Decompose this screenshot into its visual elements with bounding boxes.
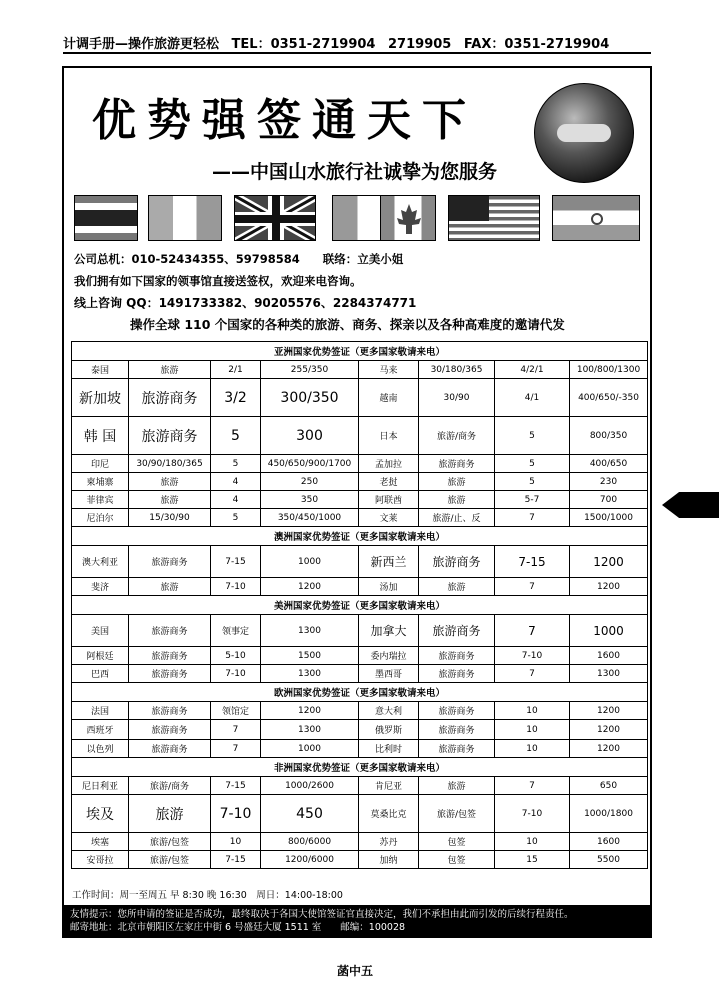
visa-type-2-cell: 旅游	[419, 491, 495, 509]
table-row	[72, 578, 648, 596]
days-2-cell: 10	[495, 720, 570, 740]
page-tab-marker	[662, 492, 719, 518]
section-title: 欧洲国家优势签证（更多国家敬请来电）	[72, 683, 648, 702]
days-2-cell: 4/1	[495, 379, 570, 417]
days-2-cell: 7	[495, 665, 570, 683]
price-cell: 1300	[261, 720, 359, 740]
notice-box	[64, 905, 650, 937]
visa-type-2-cell: 旅游商务	[419, 647, 495, 665]
days-cell: 7-10	[211, 578, 261, 596]
global-service-line: 操作全球 110 个国家的各种类的旅游、商务、探亲以及各种高难度的邀请代发	[130, 317, 565, 332]
country-cell: 新加坡	[72, 379, 129, 417]
price-2-cell: 400/650	[570, 455, 648, 473]
country-cell: 阿根廷	[72, 647, 129, 665]
days-cell: 4	[211, 473, 261, 491]
qq-contact: 线上咨询 QQ：1491733382、90205576、2284374771	[74, 296, 417, 310]
price-cell: 1200	[261, 702, 359, 720]
section-title: 非洲国家优势签证（更多国家敬请来电）	[72, 758, 648, 777]
days-2-cell: 5-7	[495, 491, 570, 509]
price-2-cell: 1200	[570, 546, 648, 578]
days-cell: 3/2	[211, 379, 261, 417]
days-2-cell: 5	[495, 417, 570, 455]
days-cell: 2/1	[211, 361, 261, 379]
days-cell: 7-10	[211, 665, 261, 683]
table-row	[72, 777, 648, 795]
visa-type-2-cell: 旅游/止、反	[419, 509, 495, 527]
days-2-cell: 7	[495, 578, 570, 596]
table-row	[72, 740, 648, 758]
country-2-cell: 阿联酋	[359, 491, 419, 509]
flag-strip	[74, 195, 640, 241]
price-cell: 1500	[261, 647, 359, 665]
days-2-cell: 7-15	[495, 546, 570, 578]
visa-type-cell: 旅游/包签	[129, 851, 211, 869]
days-2-cell: 7-10	[495, 795, 570, 833]
country-cell: 泰国	[72, 361, 129, 379]
price-cell: 1000	[261, 546, 359, 578]
section-title: 澳洲国家优势签证（更多国家敬请来电）	[72, 527, 648, 546]
country-cell: 印尼	[72, 455, 129, 473]
table-row	[72, 417, 648, 455]
country-cell: 斐济	[72, 578, 129, 596]
days-cell: 10	[211, 833, 261, 851]
header-slogan: 计调手册—操作旅游更轻松	[63, 37, 220, 52]
table-row	[72, 509, 648, 527]
notice-text: 友情提示：您所申请的签证是否成功，最终取决于各国大使馆签证官直接决定，我们不承担由此而引发的后续行程责任。	[70, 909, 574, 920]
days-cell: 领事定	[211, 615, 261, 647]
price-2-cell: 1000	[570, 615, 648, 647]
days-2-cell: 5	[495, 473, 570, 491]
country-cell: 韩 国	[72, 417, 129, 455]
country-2-cell: 莫桑比克	[359, 795, 419, 833]
price-cell: 250	[261, 473, 359, 491]
table-row	[72, 702, 648, 720]
visa-type-cell: 旅游商务	[129, 647, 211, 665]
price-cell: 1300	[261, 665, 359, 683]
price-cell: 350/450/1000	[261, 509, 359, 527]
visa-type-2-cell: 30/180/365	[419, 361, 495, 379]
price-2-cell: 1200	[570, 740, 648, 758]
days-cell: 领馆定	[211, 702, 261, 720]
table-row	[72, 851, 648, 869]
italy-flag	[148, 195, 222, 241]
price-2-cell: 1600	[570, 647, 648, 665]
price-2-cell: 400/650/-350	[570, 379, 648, 417]
days-2-cell: 10	[495, 833, 570, 851]
visa-type-2-cell: 旅游商务	[419, 455, 495, 473]
country-2-cell: 俄罗斯	[359, 720, 419, 740]
price-2-cell: 1200	[570, 720, 648, 740]
visa-type-cell: 30/90/180/365	[129, 455, 211, 473]
days-cell: 5-10	[211, 647, 261, 665]
days-cell: 5	[211, 509, 261, 527]
header-fax: FAX：0351-2719904	[463, 37, 610, 52]
visa-type-cell: 旅游	[129, 795, 211, 833]
table-row	[72, 647, 648, 665]
price-2-cell: 1600	[570, 833, 648, 851]
country-cell: 巴西	[72, 665, 129, 683]
days-2-cell: 7-10	[495, 647, 570, 665]
country-cell: 以色列	[72, 740, 129, 758]
days-cell: 5	[211, 417, 261, 455]
days-cell: 7-15	[211, 851, 261, 869]
country-cell: 埃及	[72, 795, 129, 833]
country-2-cell: 意大利	[359, 702, 419, 720]
visa-price-table	[71, 341, 648, 869]
days-cell: 5	[211, 455, 261, 473]
table-row	[72, 546, 648, 578]
visa-type-cell: 旅游商务	[129, 546, 211, 578]
country-cell: 美国	[72, 615, 129, 647]
office-hours: 工作时间：周一至周五 早 8:30 晚 16:30 周日：14:00-18:00	[72, 890, 343, 901]
country-2-cell: 委内瑞拉	[359, 647, 419, 665]
visa-type-2-cell: 包签	[419, 851, 495, 869]
days-2-cell: 7	[495, 509, 570, 527]
days-2-cell: 5	[495, 455, 570, 473]
price-2-cell: 1200	[570, 578, 648, 596]
table-row	[72, 473, 648, 491]
days-2-cell: 4/2/1	[495, 361, 570, 379]
country-2-cell: 苏丹	[359, 833, 419, 851]
price-2-cell: 650	[570, 777, 648, 795]
uk-flag	[234, 195, 316, 241]
header-tel2: 2719905	[388, 37, 452, 52]
country-2-cell: 新西兰	[359, 546, 419, 578]
visa-type-cell: 旅游商务	[129, 417, 211, 455]
price-cell: 450	[261, 795, 359, 833]
table-row	[72, 361, 648, 379]
visa-type-cell: 旅游	[129, 361, 211, 379]
days-cell: 7-15	[211, 546, 261, 578]
visa-type-2-cell: 旅游	[419, 473, 495, 491]
visa-type-2-cell: 旅游/商务	[419, 417, 495, 455]
days-2-cell: 15	[495, 851, 570, 869]
table-row	[72, 720, 648, 740]
days-cell: 7-10	[211, 795, 261, 833]
country-2-cell: 马来	[359, 361, 419, 379]
globe-handshake-icon	[534, 83, 634, 183]
country-cell: 柬埔寨	[72, 473, 129, 491]
days-cell: 4	[211, 491, 261, 509]
section-header-row	[72, 527, 648, 546]
days-2-cell: 10	[495, 702, 570, 720]
price-2-cell: 1300	[570, 665, 648, 683]
section-title: 亚洲国家优势签证（更多国家敬请来电）	[72, 342, 648, 361]
days-cell: 7	[211, 740, 261, 758]
price-cell: 300	[261, 417, 359, 455]
price-2-cell: 1500/1000	[570, 509, 648, 527]
visa-type-2-cell: 旅游商务	[419, 740, 495, 758]
country-2-cell: 越南	[359, 379, 419, 417]
price-cell: 1200	[261, 578, 359, 596]
visa-type-cell: 15/30/90	[129, 509, 211, 527]
page-number: 菡中五	[337, 964, 374, 978]
visa-type-cell: 旅游	[129, 491, 211, 509]
country-cell: 尼日利亚	[72, 777, 129, 795]
country-cell: 法国	[72, 702, 129, 720]
banner-title: 优势强签通天下	[92, 95, 477, 146]
visa-type-2-cell: 30/90	[419, 379, 495, 417]
price-2-cell: 800/350	[570, 417, 648, 455]
country-2-cell: 肯尼亚	[359, 777, 419, 795]
price-2-cell: 1000/1800	[570, 795, 648, 833]
country-cell: 尼泊尔	[72, 509, 129, 527]
days-cell: 7	[211, 720, 261, 740]
days-2-cell: 7	[495, 777, 570, 795]
country-2-cell: 孟加拉	[359, 455, 419, 473]
price-cell: 1200/6000	[261, 851, 359, 869]
price-cell: 350	[261, 491, 359, 509]
visa-type-2-cell: 旅游商务	[419, 702, 495, 720]
visa-type-cell: 旅游商务	[129, 740, 211, 758]
price-2-cell: 100/800/1300	[570, 361, 648, 379]
company-phone: 公司总机：010-52434355、59798584 联络：立美小姐	[74, 252, 404, 266]
visa-type-cell: 旅游	[129, 473, 211, 491]
country-cell: 澳大利亚	[72, 546, 129, 578]
country-2-cell: 比利时	[359, 740, 419, 758]
price-2-cell: 1200	[570, 702, 648, 720]
visa-type-cell: 旅游商务	[129, 702, 211, 720]
header-tel: TEL：0351-2719904	[231, 37, 376, 52]
visa-type-cell: 旅游	[129, 578, 211, 596]
section-header-row	[72, 758, 648, 777]
price-cell: 1300	[261, 615, 359, 647]
price-cell: 255/350	[261, 361, 359, 379]
country-cell: 埃塞	[72, 833, 129, 851]
visa-type-cell: 旅游商务	[129, 665, 211, 683]
visa-type-2-cell: 旅游商务	[419, 720, 495, 740]
country-cell: 西班牙	[72, 720, 129, 740]
country-2-cell: 老挝	[359, 473, 419, 491]
price-cell: 1000	[261, 740, 359, 758]
visa-type-2-cell: 旅游商务	[419, 546, 495, 578]
visa-type-2-cell: 旅游商务	[419, 665, 495, 683]
table-row	[72, 665, 648, 683]
visa-type-cell: 旅游商务	[129, 379, 211, 417]
section-header-row	[72, 342, 648, 361]
table-row	[72, 795, 648, 833]
section-header-row	[72, 683, 648, 702]
consulate-note: 我们拥有如下国家的领事馆直接送签权，欢迎来电咨询。	[74, 274, 362, 288]
country-2-cell: 汤加	[359, 578, 419, 596]
table-row	[72, 615, 648, 647]
country-2-cell: 加纳	[359, 851, 419, 869]
price-cell: 450/650/900/1700	[261, 455, 359, 473]
canada-flag-main	[380, 195, 436, 241]
visa-type-cell: 旅游/商务	[129, 777, 211, 795]
country-2-cell: 墨西哥	[359, 665, 419, 683]
thailand-flag	[74, 195, 138, 241]
visa-type-2-cell: 旅游	[419, 777, 495, 795]
usa-flag	[448, 195, 540, 241]
price-cell: 1000/2600	[261, 777, 359, 795]
mailing-address: 邮寄地址：北京市朝阳区左家庄中街 6 号盛廷大厦 1511 室 邮编：100028	[70, 922, 406, 933]
country-2-cell: 加拿大	[359, 615, 419, 647]
visa-type-2-cell: 旅游/包签	[419, 795, 495, 833]
page-header	[63, 33, 651, 52]
visa-type-2-cell: 旅游商务	[419, 615, 495, 647]
visa-type-cell: 旅游商务	[129, 720, 211, 740]
table-row	[72, 491, 648, 509]
banner-subtitle: ——中国山水旅行社诚挚为您服务	[212, 161, 498, 183]
country-cell: 安哥拉	[72, 851, 129, 869]
country-2-cell: 文莱	[359, 509, 419, 527]
price-2-cell: 700	[570, 491, 648, 509]
price-2-cell: 230	[570, 473, 648, 491]
visa-type-2-cell: 旅游	[419, 578, 495, 596]
price-cell: 800/6000	[261, 833, 359, 851]
iran-flag	[552, 195, 640, 241]
table-row	[72, 379, 648, 417]
table-row	[72, 455, 648, 473]
visa-type-cell: 旅游/包签	[129, 833, 211, 851]
price-2-cell: 5500	[570, 851, 648, 869]
days-2-cell: 7	[495, 615, 570, 647]
visa-type-2-cell: 包签	[419, 833, 495, 851]
days-cell: 7-15	[211, 777, 261, 795]
days-2-cell: 10	[495, 740, 570, 758]
price-cell: 300/350	[261, 379, 359, 417]
visa-type-cell: 旅游商务	[129, 615, 211, 647]
section-header-row	[72, 596, 648, 615]
country-cell: 菲律宾	[72, 491, 129, 509]
section-title: 美洲国家优势签证（更多国家敬请来电）	[72, 596, 648, 615]
table-row	[72, 833, 648, 851]
country-2-cell: 日本	[359, 417, 419, 455]
header-rule	[63, 52, 651, 54]
